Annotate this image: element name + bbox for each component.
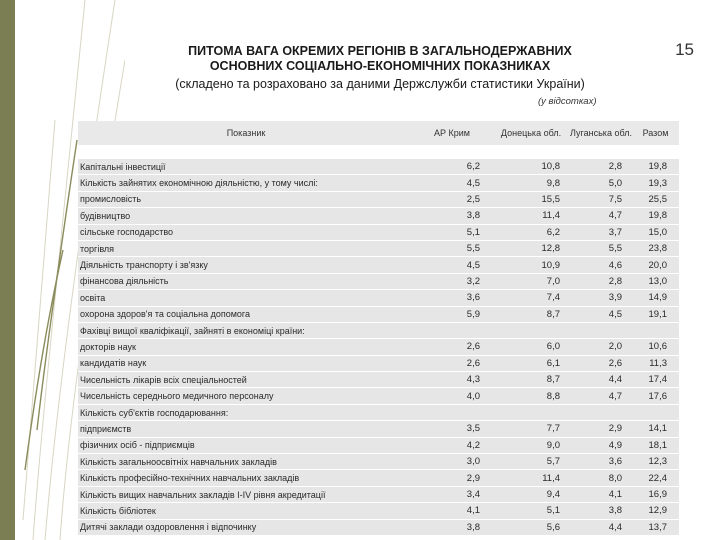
indicator-cell: кандидатів наук: [80, 358, 147, 369]
left-accent-bar: [0, 0, 15, 540]
donetsk-cell: 8,7: [546, 374, 560, 386]
indicator-cell: Капітальні інвестиції: [80, 161, 166, 172]
indicator-cell: промисловість: [80, 194, 142, 205]
crimea-cell: 3,4: [466, 489, 480, 500]
luhansk-cell: 3,6: [608, 456, 622, 468]
luhansk-cell: 5,0: [608, 177, 622, 189]
donetsk-cell: 10,8: [541, 161, 560, 173]
indicator-cell: підприємств: [80, 423, 132, 434]
donetsk-cell: 9,4: [546, 489, 560, 500]
table-row: [78, 388, 679, 404]
luhansk-cell: 4,1: [608, 489, 622, 500]
table-row: [78, 274, 679, 290]
crimea-cell: 3,8: [466, 210, 480, 222]
donetsk-cell: 6,0: [546, 341, 560, 353]
crimea-cell: 4,1: [466, 505, 480, 517]
table-row: [78, 241, 679, 257]
table-row: [78, 356, 679, 372]
total-cell: 19,3: [648, 177, 667, 189]
donetsk-cell: 8,8: [546, 390, 560, 402]
donetsk-cell: 9,0: [546, 439, 560, 451]
table-row: [78, 405, 679, 421]
table-row: [78, 438, 679, 454]
luhansk-cell: 2,6: [608, 357, 622, 369]
statistics-table: [78, 121, 679, 536]
crimea-cell: 2,9: [466, 472, 480, 484]
unit-note: (у відсотках): [538, 96, 597, 107]
donetsk-cell: 11,4: [542, 472, 560, 484]
total-cell: 13,7: [648, 521, 667, 533]
table-body: [78, 159, 679, 536]
indicator-cell: охорона здоров'я та соціальна допомога: [80, 309, 250, 320]
header-crimea: АР Крим: [434, 128, 470, 138]
indicator-cell: Діяльність транспорту і зв'язку: [80, 260, 208, 271]
total-cell: 17,4: [648, 374, 667, 386]
total-cell: 19,8: [648, 210, 667, 222]
total-cell: 11,3: [649, 357, 667, 369]
table-row: [78, 372, 679, 388]
slide-title: [120, 44, 640, 74]
luhansk-cell: 3,7: [608, 226, 622, 238]
donetsk-cell: 5,1: [546, 505, 560, 517]
crimea-cell: 4,5: [466, 259, 480, 271]
indicator-cell: торгівля: [80, 243, 115, 254]
total-cell: 19,1: [648, 308, 667, 320]
donetsk-cell: 6,1: [546, 357, 560, 369]
total-cell: 20,0: [648, 259, 667, 271]
header-luhansk: Луганська обл.: [570, 128, 632, 138]
page-number: 15: [675, 40, 694, 59]
donetsk-cell: 10,9: [541, 259, 560, 271]
indicator-cell: Кількість суб'єктів господарювання:: [80, 407, 229, 418]
crimea-cell: 4,0: [466, 390, 480, 402]
donetsk-cell: 7,0: [546, 275, 560, 287]
table-row: [78, 257, 679, 273]
luhansk-cell: 4,5: [608, 308, 622, 320]
total-cell: 12,3: [648, 456, 667, 468]
indicator-cell: Кількість вищих навчальних закладів І-ІV рівня акредитації: [80, 489, 326, 500]
luhansk-cell: 5,5: [608, 243, 622, 255]
luhansk-cell: 4,4: [608, 521, 622, 533]
indicator-cell: Фахівці вищої кваліфікації, зайняті в економіці країни:: [80, 325, 305, 336]
crimea-cell: 4,3: [466, 374, 480, 386]
header-donetsk: Донецька обл.: [500, 128, 562, 138]
luhansk-cell: 3,9: [608, 292, 622, 304]
total-cell: 25,5: [648, 193, 667, 205]
header-indicator: Показник: [226, 128, 266, 138]
donetsk-cell: 7,7: [546, 423, 560, 435]
indicator-cell: фізичних осіб - підприємців: [80, 440, 195, 451]
indicator-cell: освіта: [80, 292, 106, 303]
luhansk-cell: 4,9: [608, 439, 622, 451]
luhansk-cell: 4,7: [608, 210, 622, 222]
indicator-cell: Кількість зайнятих економічною діяльністю, у тому числі:: [80, 178, 318, 189]
crimea-cell: 6,2: [466, 161, 480, 173]
donetsk-cell: 7,4: [546, 292, 560, 304]
total-cell: 17,6: [648, 390, 667, 402]
table-row: [78, 323, 679, 339]
crimea-cell: 3,8: [466, 521, 480, 533]
total-cell: 18,1: [648, 439, 667, 451]
crimea-cell: 3,6: [466, 292, 480, 304]
donetsk-cell: 11,4: [542, 210, 560, 222]
total-cell: 16,9: [648, 489, 667, 500]
total-cell: 15,0: [648, 226, 667, 238]
table-row: [78, 454, 679, 470]
luhansk-cell: 2,8: [608, 275, 622, 287]
header-total: Разом: [642, 128, 669, 138]
crimea-cell: 4,5: [466, 177, 480, 189]
total-cell: 19,8: [648, 161, 667, 173]
donetsk-cell: 15,5: [541, 193, 560, 205]
total-cell: 22,4: [648, 472, 667, 484]
title-line-1: ПИТОМА ВАГА ОКРЕМИХ РЕГІОНІВ В ЗАГАЛЬНОДЕРЖАВНИХ: [188, 44, 572, 58]
total-cell: 14,1: [648, 423, 667, 435]
luhansk-cell: 2,0: [608, 341, 622, 353]
luhansk-cell: 4,7: [608, 390, 622, 402]
indicator-cell: будівництво: [80, 210, 131, 221]
donetsk-cell: 5,6: [546, 521, 560, 533]
table-row: [78, 192, 679, 208]
indicator-cell: Дитячі заклади оздоровлення і відпочинку: [80, 522, 257, 533]
table-row: [78, 520, 679, 536]
crimea-cell: 5,9: [466, 308, 480, 320]
table-row: [78, 159, 679, 175]
total-cell: 14,9: [648, 292, 667, 304]
indicator-cell: сільське господарство: [80, 227, 174, 238]
crimea-cell: 5,1: [466, 226, 480, 238]
table-row: [78, 175, 679, 191]
luhansk-cell: 4,6: [608, 259, 622, 271]
crimea-cell: 3,2: [466, 275, 480, 287]
luhansk-cell: 2,9: [608, 423, 622, 435]
indicator-cell: Чисельність лікарів всіх спеціальностей: [80, 374, 247, 385]
table-row: [78, 307, 679, 323]
header-gap: [78, 145, 679, 159]
table-header: [78, 121, 679, 145]
total-cell: 12,9: [648, 505, 667, 517]
crimea-cell: 3,0: [466, 456, 480, 468]
indicator-cell: докторів наук: [80, 341, 136, 352]
indicator-cell: Кількість професійно-технічних навчальних закладів: [80, 473, 300, 484]
crimea-cell: 3,5: [466, 423, 480, 435]
crimea-cell: 2,6: [466, 341, 480, 353]
luhansk-cell: 3,8: [608, 505, 622, 517]
donetsk-cell: 8,7: [546, 308, 560, 320]
table-row: [78, 225, 679, 241]
table-row: [78, 487, 679, 503]
total-cell: 10,6: [648, 341, 667, 353]
indicator-cell: Чисельність середнього медичного персоналу: [80, 391, 274, 402]
title-line-2: ОСНОВНИХ СОЦІАЛЬНО-ЕКОНОМІЧНИХ ПОКАЗНИКАХ: [209, 59, 551, 73]
luhansk-cell: 7,5: [608, 193, 622, 205]
total-cell: 23,8: [648, 243, 667, 255]
table-row: [78, 503, 679, 519]
crimea-cell: 2,5: [466, 193, 480, 205]
table-row: [78, 208, 679, 224]
crimea-cell: 2,6: [466, 357, 480, 369]
indicator-cell: Кількість загальноосвітніх навчальних закладів: [80, 456, 277, 467]
luhansk-cell: 4,4: [608, 374, 622, 386]
indicator-cell: Кількість бібліотек: [80, 505, 156, 516]
table-row: [78, 470, 679, 486]
indicator-cell: фінансова діяльність: [80, 276, 169, 287]
slide-subtitle: (складено та розраховано за даними Держслужби статистики України): [175, 77, 585, 91]
table-row: [78, 421, 679, 437]
donetsk-cell: 9,8: [546, 177, 560, 189]
table-row: [78, 339, 679, 355]
total-cell: 13,0: [648, 275, 667, 287]
donetsk-cell: 5,7: [546, 456, 560, 468]
crimea-cell: 4,2: [466, 439, 480, 451]
donetsk-cell: 6,2: [546, 226, 560, 238]
crimea-cell: 5,5: [466, 243, 480, 255]
luhansk-cell: 8,0: [608, 472, 622, 484]
donetsk-cell: 12,8: [541, 243, 560, 255]
table-row: [78, 290, 679, 306]
luhansk-cell: 2,8: [608, 161, 622, 173]
